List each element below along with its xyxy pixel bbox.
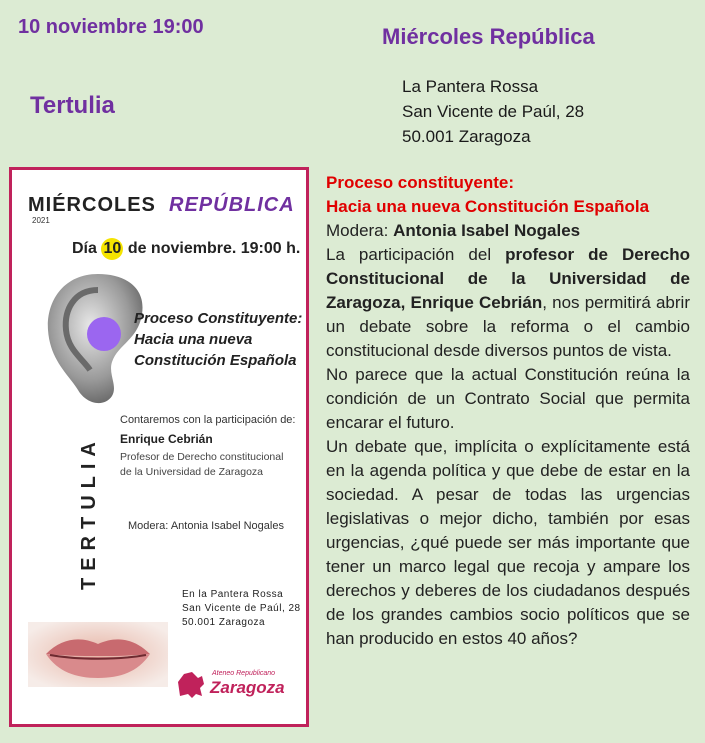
ear-illustration: [38, 270, 148, 410]
article-moderator: [326, 219, 690, 243]
paragraph-text: La participación del: [326, 245, 506, 264]
venue-line: San Vicente de Paúl, 28: [402, 102, 585, 121]
poster-venue-line: 50.001 Zaragoza: [182, 617, 266, 628]
poster-role-line: Profesor de Derecho constitucional: [120, 451, 284, 463]
venue-address: [402, 74, 584, 149]
poster-year: 2021: [32, 216, 50, 225]
poster-day-suffix: de noviembre. 19:00 h.: [127, 240, 301, 257]
poster-moderator-name: Antonia Isabel Nogales: [170, 520, 284, 532]
poster-venue-line: San Vicente de Paúl, 28: [182, 603, 301, 614]
article-title-line: Proceso constituyente:: [326, 173, 514, 192]
venue-line: 50.001 Zaragoza: [402, 127, 531, 146]
poster-title-line: Hacia una nueva: [134, 331, 253, 348]
poster-brand-word: MIÉRCOLES: [28, 194, 156, 216]
lips-illustration: [28, 622, 168, 687]
poster-day-number: 10: [101, 238, 123, 260]
event-date: 10 noviembre 19:00: [18, 16, 204, 38]
poster-speaker-role: [120, 450, 305, 480]
poster-day: [72, 238, 300, 260]
event-type: Tertulia: [30, 92, 115, 119]
poster-brand-word: REPÚBLICA: [169, 194, 295, 216]
article-paragraph: Un debate que, implícita o explícitamente está en la agenda política y que debe de estar en la sociedad. A pesar de todas las urgencias legislativas o mejor dicho, también por esas urgencias, ¿qué puede ser más importante que tener un marco legal que recoja y ampare los derechos y deberes de los ciudadanos después de los grandes cambios socio políticos que se han producido en estos 40 años?: [326, 437, 690, 648]
event-poster: [9, 167, 309, 727]
article-moderator-name: Antonia Isabel Nogales: [393, 221, 581, 240]
poster-moderator-label: Modera:: [128, 520, 169, 532]
poster-vertical-word: TERTULIA: [78, 435, 100, 590]
article-paragraph: No parece que la actual Constitución reúna la condición de un Contrato Social que permita encarar el futuro.: [326, 365, 690, 432]
series-title: Miércoles República: [382, 24, 595, 49]
venue-line: La Pantera Rossa: [402, 77, 539, 96]
paragraph-emphasis: profesor de Derecho Constitucional de la Universidad de Zaragoza, Enrique Cebrián: [326, 245, 690, 312]
poster-title-line: Constitución Española: [134, 352, 297, 369]
poster-moderator: [128, 520, 284, 532]
poster-venue-line: En la Pantera Rossa: [182, 589, 284, 600]
article-moderator-label: Modera:: [326, 221, 394, 240]
poster-title-line: Proceso Constituyente:: [134, 310, 303, 327]
article-title-line: Hacia una nueva Constitución Española: [326, 197, 650, 216]
poster-day-prefix: Día: [72, 240, 97, 257]
paragraph-text: , nos permitirá abrir un debate sobre la reforma o el cambio constitucional desde diversos puntos de vista.: [326, 293, 690, 360]
poster-participation: Contaremos con la participación de:: [120, 414, 296, 426]
event-description: [326, 171, 690, 651]
article-paragraph: [326, 243, 690, 363]
poster-speaker: Enrique Cebrián: [120, 432, 213, 446]
logo-big-text: Zaragoza: [210, 678, 285, 697]
poster-title: [134, 308, 309, 371]
poster-role-line: de la Universidad de Zaragoza: [120, 466, 264, 478]
logo-small-text: Ateneo Republicano: [212, 670, 276, 677]
poster-venue: [182, 588, 301, 630]
